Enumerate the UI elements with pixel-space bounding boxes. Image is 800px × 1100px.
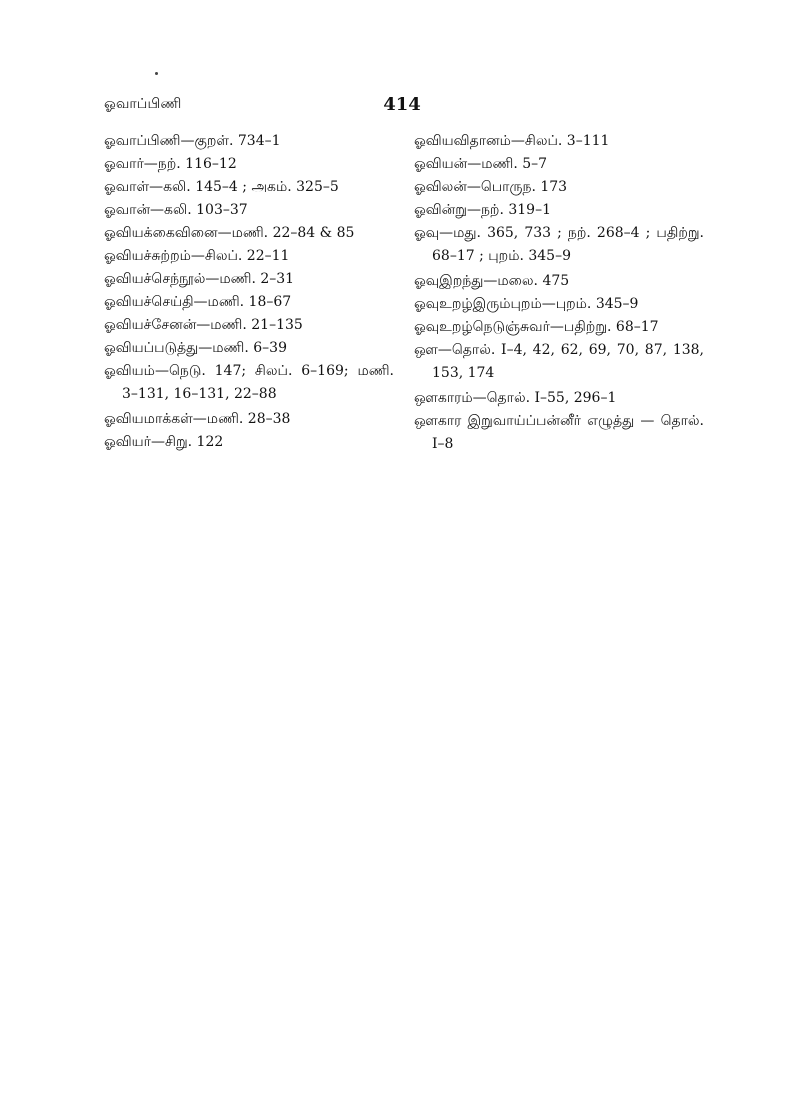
index-entry: ஓவான்—கலி. 103–37 bbox=[104, 202, 248, 218]
index-entry: ஓவியப்படுத்து—மணி. 6–39 bbox=[104, 340, 287, 356]
index-entry: ஓவியச்செந்நூல்—மணி. 2–31 bbox=[104, 271, 295, 287]
index-entry: ஓவுஉறழ்நெடுஞ்சுவர்—பதிற்று. 68–17 bbox=[414, 319, 659, 335]
index-entry: ஓவியச்சுற்றம்—சிலப். 22–11 bbox=[104, 248, 290, 264]
index-entry: ஓவின்று—நற். 319–1 bbox=[414, 202, 551, 218]
index-entry: ஓவுஉறழ்இரும்புறம்—புறம். 345–9 bbox=[414, 296, 639, 312]
index-entry: ஓவியச்சேனன்—மணி. 21–135 bbox=[104, 317, 303, 333]
index-entry: ஓவியமாக்கள்—மணி. 28–38 bbox=[104, 411, 291, 427]
index-entry: ஓவாள்—கலி. 145–4 ; அகம். 325–5 bbox=[104, 179, 339, 195]
running-head: ஓவாப்பிணி bbox=[104, 96, 182, 112]
stray-ink-dot bbox=[155, 72, 158, 75]
index-entry: ஓவியக்கைவினை—மணி. 22–84 & 85 bbox=[104, 225, 355, 241]
index-entry: ஓவாப்பிணி—குறள். 734–1 bbox=[104, 133, 281, 149]
index-entry: ஔகார இறுவாய்ப்பன்னீர் எழுத்து — தொல். I–8 bbox=[414, 413, 704, 452]
index-entry: ஓவுஇறந்து—மலை. 475 bbox=[414, 273, 570, 289]
index-entry: ஓவியம்—நெடு. 147; சிலப். 6–169; மணி. 3–131, 16–131, 22–88 bbox=[104, 363, 394, 402]
index-entry: ஓவிலன்—பொருந. 173 bbox=[414, 179, 568, 195]
left-column bbox=[104, 130, 394, 454]
index-entry: ஔ—தொல். I–4, 42, 62, 69, 70, 87, 138, 153, 174 bbox=[414, 342, 704, 381]
index-entry: ஓவியன்—மணி. 5–7 bbox=[414, 156, 548, 172]
index-entry: ஓவியர்—சிறு. 122 bbox=[104, 434, 224, 450]
right-column bbox=[414, 130, 704, 456]
index-entry: ஔகாரம்—தொல். I–55, 296–1 bbox=[414, 390, 617, 406]
index-entry: ஓவு—மது. 365, 733 ; நற். 268–4 ; பதிற்று. 68–17 ; புறம். 345–9 bbox=[414, 225, 704, 264]
page-number: 414 bbox=[383, 94, 421, 115]
index-entry: ஓவார்—நற். 116–12 bbox=[104, 156, 237, 172]
index-entry: ஓவியவிதானம்—சிலப். 3–111 bbox=[414, 133, 610, 149]
index-entry: ஓவியச்செய்தி—மணி. 18–67 bbox=[104, 294, 292, 310]
